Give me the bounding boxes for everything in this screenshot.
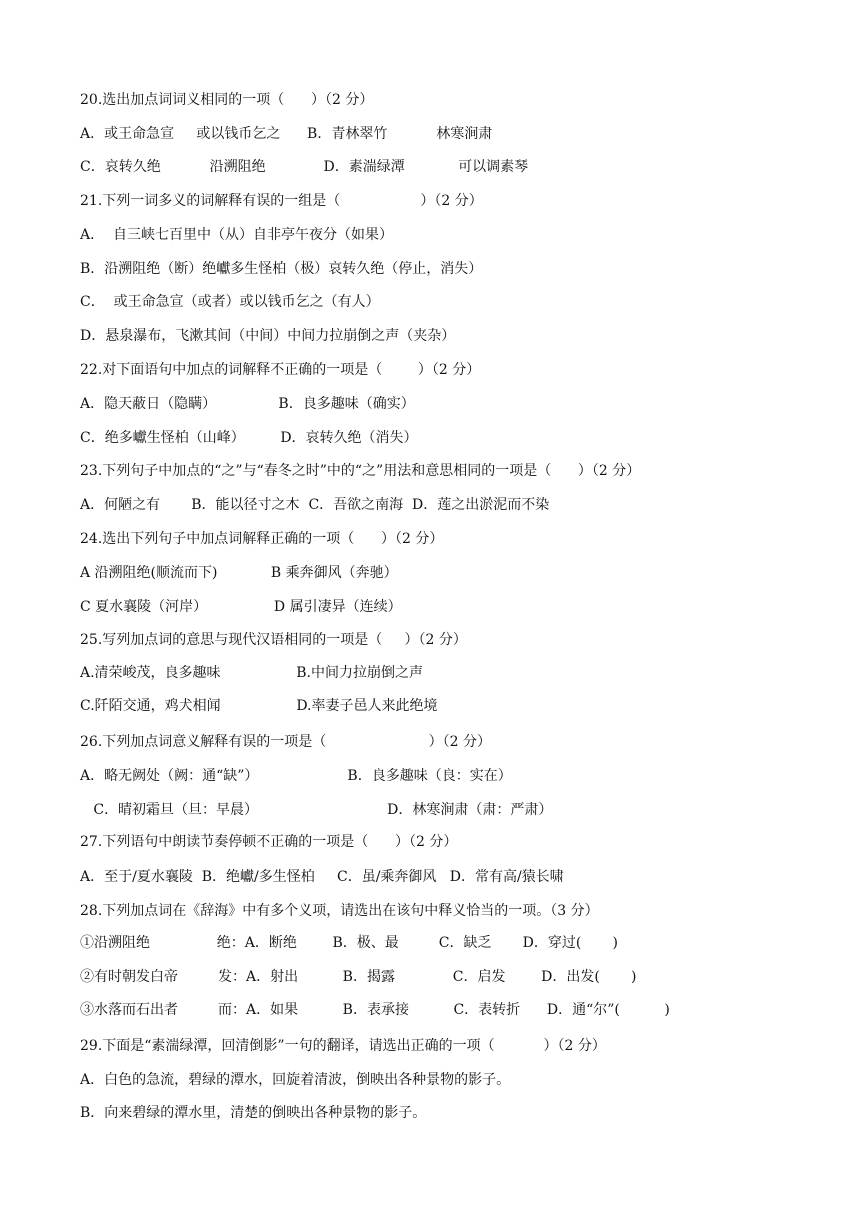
question-22-stem: 22.对下面语句中加点的词解释不正确的一项是（ ）（2 分）	[80, 362, 481, 378]
question-22-options-ab: A．隐天蔽日（隐瞒） B．良多趣味（确实）	[80, 396, 415, 412]
question-23-options: A．何陋之有 B．能以径寸之木 C．吾欲之南海 D．莲之出淤泥而不染	[80, 497, 550, 513]
question-21-stem: 21.下列一词多义的词解释有误的一组是（ ）（2 分）	[80, 193, 483, 209]
question-27-options: A．至于/夏水襄陵 B．绝巘/多生怪柏 C．虽/乘奔御风 D．常有高/猿长啸	[80, 869, 564, 885]
question-28-stem: 28.下列加点词在《辞海》中有多个义项，请选出在该句中释义恰当的一项。（3 分）	[80, 903, 599, 919]
question-29-option-a: A．白色的急流，碧绿的潭水，回旋着清波，倒映出各种景物的影子。	[80, 1072, 511, 1088]
question-20-options-cd: C．哀转久绝 沿溯阻绝 D．素湍绿潭 可以调素琴	[80, 159, 529, 175]
question-21-option-c: C． 或王命急宣（或者）或以钱币乞之（有人）	[80, 294, 380, 310]
question-26-options-ab: A．略无阙处（阙：通“缺”） B．良多趣味（良：实在）	[80, 768, 512, 784]
question-23-stem: 23.下列句子中加点的“之”与“春冬之时”中的“之”用法和意思相同的一项是（ ）（2 分）	[80, 463, 641, 479]
question-26-stem: 26.下列加点词意义解释有误的一项是（ ）（2 分）	[80, 734, 491, 750]
question-28-item-1: ①沿溯阻绝 绝：A．断绝 B．极、最 C．缺乏 D．穿过( )	[80, 935, 618, 951]
question-26-options-cd: C．晴初霜旦（旦：早晨） D．林寒涧肃（肃：严肃）	[80, 802, 553, 818]
question-21-option-d: D．悬泉瀑布，飞漱其间（中间）中间力拉崩倒之声（夹杂）	[80, 328, 456, 344]
question-29-option-b: B．向来碧绿的潭水里，清楚的倒映出各种景物的影子。	[80, 1105, 427, 1121]
question-24-stem: 24.选出下列句子中加点词解释正确的一项（ ）（2 分）	[80, 531, 444, 547]
question-28-item-3: ③水落而石出者 而：A．如果 B．表承接 C．表转折 D．通“尔”( )	[80, 1002, 670, 1018]
question-21-option-b: B．沿溯阻绝（断）绝巘多生怪柏（极）哀转久绝（停止，消失）	[80, 261, 483, 277]
question-27-stem: 27.下列语句中朗读节奏停顿不正确的一项是（ ）（2 分）	[80, 834, 458, 850]
question-24-options-ab: A 沿溯阻绝(顺流而下) B 乘奔御风（奔驰）	[80, 565, 398, 581]
question-21-option-a: A． 自三峡七百里中（从）自非亭午夜分（如果）	[80, 227, 394, 243]
question-22-options-cd: C．绝多巘生怪柏（山峰） D．哀转久绝（消失）	[80, 430, 418, 446]
question-25-stem: 25.写列加点词的意思与现代汉语相同的一项是（ ）（2 分）	[80, 632, 467, 648]
question-20-options-ab: A．或王命急宣 或以钱币乞之 B．青林翠竹 林寒涧肃	[80, 126, 493, 142]
question-25-options-ab: A.清荣峻茂，良多趣味 B.中间力拉崩倒之声	[80, 665, 423, 681]
question-20-stem: 20.选出加点词词义相同的一项（ ）（2 分）	[80, 92, 374, 108]
question-28-item-2: ②有时朝发白帝 发：A．射出 B．揭露 C．启发 D．出发( )	[80, 969, 637, 985]
question-24-options-cd: C 夏水襄陵（河岸） D 属引凄异（连续）	[80, 599, 402, 615]
question-29-stem: 29.下面是“素湍绿潭，回清倒影”一句的翻译，请选出正确的一项（ ）（2 分）	[80, 1038, 606, 1054]
question-25-options-cd: C.阡陌交通，鸡犬相闻 D.率妻子邑人来此绝境	[80, 698, 438, 714]
